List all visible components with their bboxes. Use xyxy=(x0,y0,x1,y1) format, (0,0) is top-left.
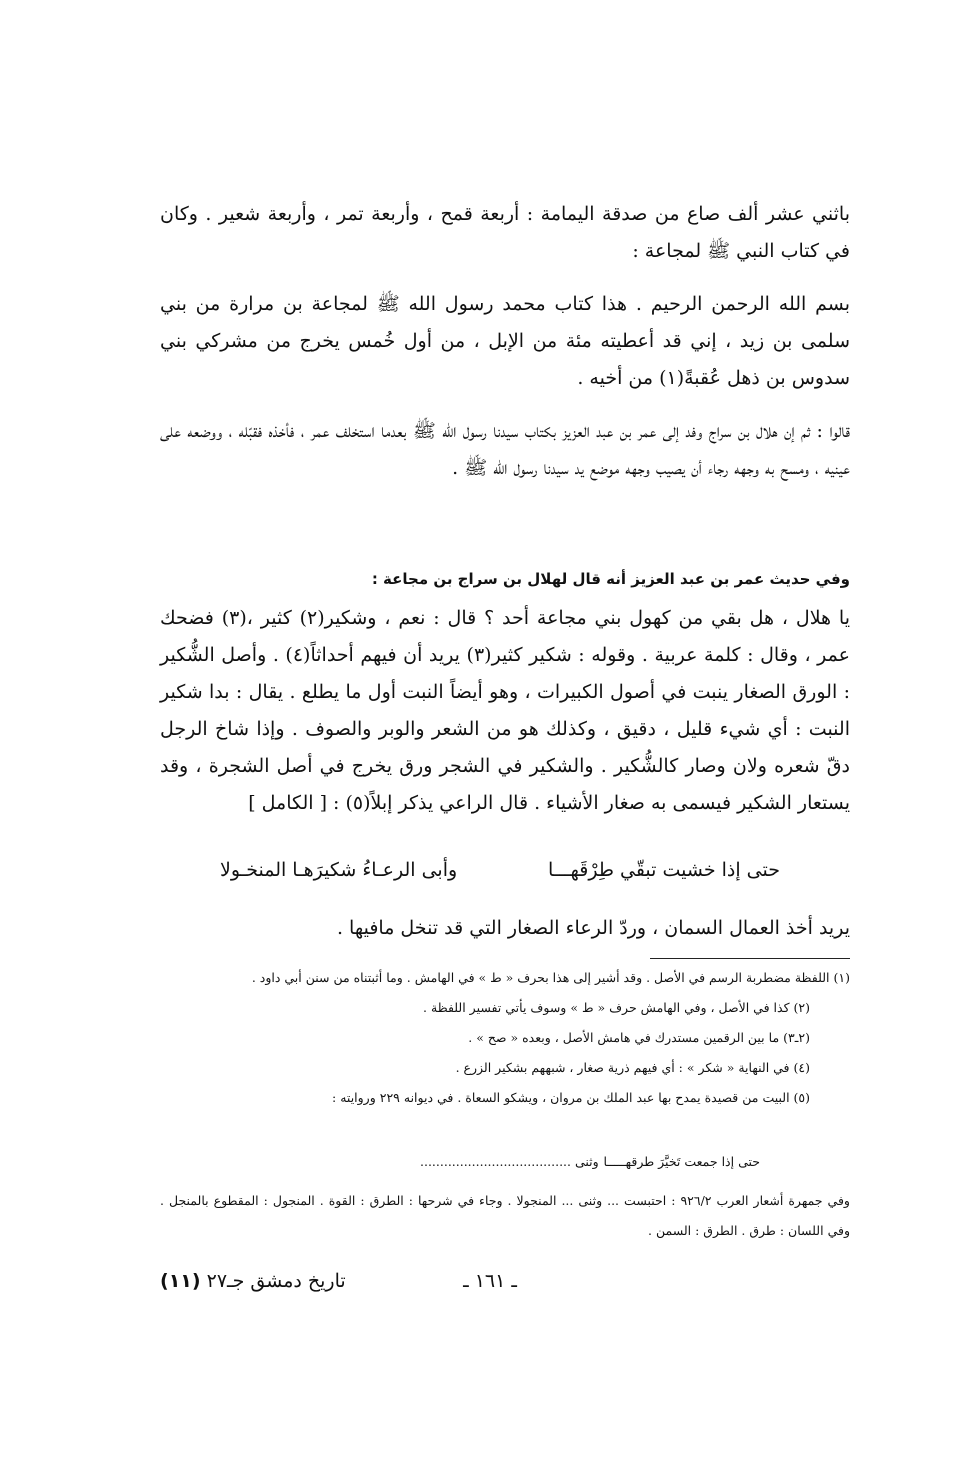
poem-verse xyxy=(220,855,780,885)
main-text-top xyxy=(160,196,850,487)
paragraph-3: قالوا : ثم إن هلال بن سراج وفد إلى عمر بن عبد العزيز بكتاب سيدنا رسول الله ﷺ بعدما استخلف عمر ، فأخذه فقبّله ، ووضعه على عينيه ، ومسح به وجهه رجاء أن يصيب وجهه موضع يد سيدنا رسول الله ﷺ . xyxy=(160,420,850,479)
paragraph-4: يا هلال ، هل بقي من كهول بني مجاعة أحد ؟ قال : نعم ، وشكير(٢) كثير ،(٣) فضحك عمر ، وقال : كلمة عربية . وقوله : شكير كثير(٣) يريد أن فيهم أحداثاً(٤) . وأصل الشُّكير : الورق الصغار ينبت في أصول الكبيرات ، وهو أيضاً النبت أول ما يطلع . يقال : بدا شكير النبت : أي شيء قليل ، دقيق ، وكذلك هو من الشعر والوبر والصوف . وإذا شاخ الرجل دقّ شعره ولان وصار كالشُّكير . والشكير في الشجر ورق يخرج في أصل الشجرة ، وقد يستعار الشكير فيسمى به صغار الأشياء . قال الراعي يذكر إبلاً(٥) : [ الكامل ] xyxy=(160,607,850,814)
footnote-2: (٢) كذا في الأصل ، وفي الهامش حرف « ط » وسوف يأتي تفسير اللفظة . xyxy=(423,1000,810,1015)
main-text-middle xyxy=(160,600,850,822)
page-number: ـ ١٦١ ـ xyxy=(463,1270,517,1292)
footnote-4: (٤) في النهاية « شكر » : أي فيهم ذرية صغار ، شبههم بشكير الزرع . xyxy=(455,1060,810,1075)
verse-second-hemistich: وأبى الرعـاءُ شكيرَهـا المنخـولا xyxy=(220,859,458,881)
verse-first-hemistich: حتى إذا خشيت تبقّي طِرْقَهـــا xyxy=(548,859,780,881)
footnote-verse-second: وثنى ...................................... xyxy=(420,1154,599,1169)
footnote-3: (٢ـ٣) ما بين الرقمين مستدرك في هامش الأصل ، وبعده « صح » . xyxy=(468,1030,810,1045)
footnote-verse xyxy=(420,1154,760,1169)
footnote-5: (٥) البيت من قصيدة يمدح بها عبد الملك بن مروان ، ويشكو السعاة . في ديوانه ٢٢٩ وروايته : xyxy=(332,1090,810,1105)
footnote-6: وفي جمهرة أشعار العرب ٩٢٦/٢ : احتبست ... وثنى ... المنجولا . وجاء في شرحها : الطرق : القوة . المنجول : المقطوع بالمنجل . وفي اللسان : طرق . الطرق : السمن . xyxy=(160,1193,850,1238)
main-text-bottom xyxy=(160,910,850,947)
footnote-verse-first: حتى إذا جمعت تَخيَّرَ طرقهـــــا xyxy=(603,1154,760,1169)
footnotes xyxy=(160,963,850,1113)
footnote-divider xyxy=(650,958,850,959)
paragraph-2: بسم الله الرحمن الرحيم . هذا كتاب محمد رسول الله ﷺ لمجاعة بن مرارة من بني سلمى بن زيد ، إني قد أعطيته مئة من الإبل ، من أول خُمس يخرج من مشركي بني سدوس بن ذهل عُقبةً(١) من أخيه . xyxy=(160,293,850,389)
volume-mark: (١١) xyxy=(160,1270,201,1292)
paragraph-5: يريد أخذ العمال السمان ، وردّ الرعاء الصغار التي قد تنخل مافيها . xyxy=(336,917,850,939)
book-source xyxy=(160,1270,400,1292)
book-title: تاريخ دمشق جـ٢٧ xyxy=(206,1270,346,1292)
footnote-1: (١) اللفظة مضطربة الرسم في الأصل . وقد أشير إلى هذا بحرف « ط » في الهامش . وما أثبتناه من سنن أبي داود . xyxy=(251,970,850,985)
footnote-continuation xyxy=(160,1186,850,1246)
section-heading: وفي حديث عمر بن عبد العزيز أنه قال لهلال بن سراج بن مجاعة : xyxy=(371,570,850,588)
paragraph-1: باثني عشر ألف صاع من صدقة اليمامة : أربعة قمح ، وأربعة تمر ، وأربعة شعير . وكان في كتاب النبي ﷺ لمجاعة : xyxy=(160,203,850,262)
section-heading-block xyxy=(160,567,850,591)
